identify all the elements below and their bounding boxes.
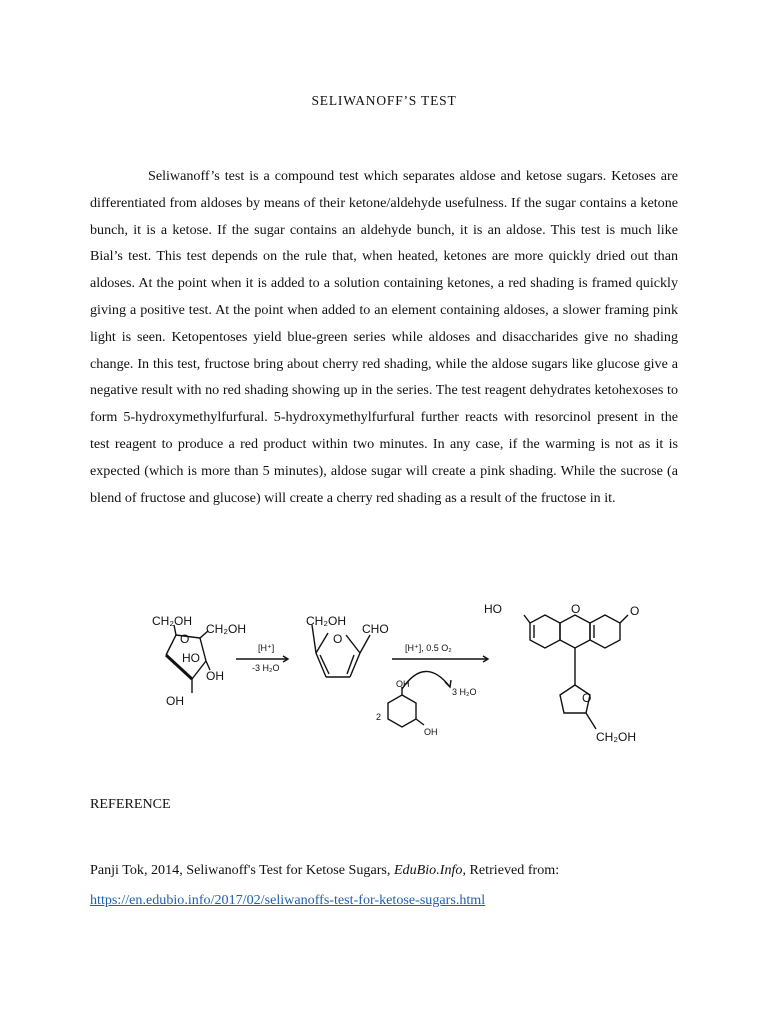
- hmf-cho-label: CHO: [362, 622, 389, 636]
- resorcinol-structure: [388, 687, 424, 727]
- step1-reagent-label: [H⁺]: [258, 643, 275, 653]
- reaction-scheme: [140, 595, 670, 755]
- product-structure: [524, 615, 628, 729]
- product-ho-label: HO: [484, 602, 502, 616]
- citation-prefix: Panji Tok, 2014, Seliwanoff's Test for Ketose Sugars,: [90, 862, 394, 878]
- product-ch2oh-label: CH₂OH: [596, 730, 636, 744]
- fructose-oh-bottom-label: OH: [166, 694, 184, 708]
- step1-byproduct-label: -3 H₂O: [252, 663, 280, 673]
- citation-site: EduBio.Info: [393, 862, 463, 878]
- hmf-ring-o-label: O: [333, 632, 343, 646]
- step2-reagent-label: [H⁺], 0.5 O₂: [405, 643, 452, 653]
- fructose-oh-right-label: OH: [206, 669, 224, 683]
- resorcinol-oh-bottom-label: OH: [424, 727, 438, 737]
- fructose-ho-label: HO: [182, 651, 200, 665]
- product-ring-o-label: O: [571, 602, 581, 616]
- fructose-ch2oh-left-label: CH₂OH: [152, 614, 192, 628]
- reaction-figure: [140, 595, 670, 755]
- product-keto-o-label: O: [630, 604, 640, 618]
- fructose-ring-o-label: O: [180, 632, 190, 646]
- reference-url-link[interactable]: https://en.edubio.info/2017/02/seliwanoffs-test-for-ketose-sugars.html: [90, 892, 486, 908]
- step2-byproduct-label: 3 H₂O: [452, 687, 477, 697]
- body-paragraph: Seliwanoff’s test is a compound test which separates aldose and ketose sugars. Ketoses are differentiated from aldoses by means of their ketone/aldehyde usefulness. If the sugar contains a ketone bunch, it is a ketose. If the sugar contains an aldehyde bunch, it is an aldose. This test is much like Bial’s test. This test depends on the rule that, when heated, ketones are more quickly dried out than aldoses. At the point when it is added to a solution containing ketones, a red shading is framed quickly giving a positive test. At the point when added to an element containing aldoses, a slower framing pink light is seen. Ketopentoses yield blue-green series while aldoses and disaccharides give no shading change. In this test, fructose bring about cherry red shading, while the aldose sugars like glucose give a negative result with no red shading showing up in the series. The test reagent dehydrates ketohexoses to form 5-hydroxymethylfurfural. 5-hydroxymethylfurfural further reacts with resorcinol present in the test reagent to produce a red product within two minutes. In any case, if the warming is not as it is expected (which is more than 5 minutes), aldose sugar will create a pink shading. While the sucrose (a blend of fructose and glucose) will create a cherry red shading as a result of the fructose in it.: [90, 168, 678, 506]
- resorcinol-coefficient-label: 2: [376, 712, 382, 722]
- page-title: SELIWANOFF’S TEST: [311, 93, 457, 108]
- hmf-ch2oh-label: CH₂OH: [306, 614, 346, 628]
- reference-citation: [90, 855, 690, 915]
- product-furan-o-label: O: [582, 691, 592, 705]
- citation-suffix: , Retrieved from:: [462, 862, 560, 878]
- reference-heading: REFERENCE: [90, 796, 171, 812]
- resorcinol-oh-top-label: OH: [396, 679, 410, 689]
- fructose-ch2oh-right-label: CH₂OH: [206, 622, 246, 636]
